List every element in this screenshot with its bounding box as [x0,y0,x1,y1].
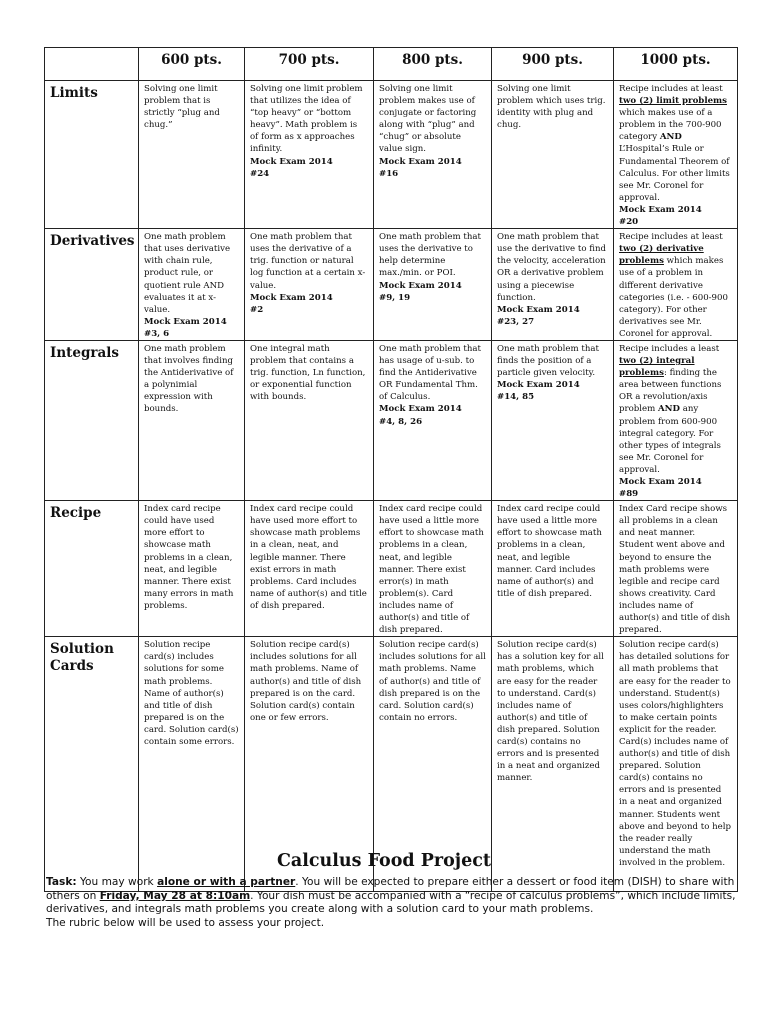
header-600: 600 pts. [139,48,245,81]
cell-text: Index card recipe could have used a little more effort to showcase math problems in a clean, neat, and legible manner. There exist error(s) in math problem(s). Card includes name of author(s) and title of dish prepared. [379,504,484,636]
rubric-row-derivatives [45,229,738,341]
exam-reference: Mock Exam 2014 #3, 6 [144,316,227,339]
rubric-cell [374,81,492,229]
header-blank [45,48,139,81]
rubric-cell [374,229,492,341]
rubric-cell [245,81,374,229]
cell-text: One math problem that uses the derivative of a trig. function or natural log function at a certain x-value. [250,232,366,291]
rubric-cell [614,81,738,229]
cell-text: One math problem that uses the derivative to help determine max./min. or POI. [379,232,481,279]
exam-reference: Mock Exam 2014 #9, 19 [379,280,462,303]
header-1000: 1000 pts. [614,48,738,81]
cell-text: any problem from 600-900 integral category. For other types of integrals see Mr. Coronel for approval. [619,404,721,475]
cell-text: Recipe includes at least [619,84,723,94]
header-row [45,48,738,81]
exam-reference: Mock Exam 2014 #4, 8, 26 [379,404,462,427]
cell-text: Solving one limit problem that is strictly “plug and chug.” [144,84,220,131]
exam-reference: Mock Exam 2014 #24 [250,156,333,179]
task-emphasis-partner: alone or with a partner [157,876,296,888]
row-label-recipe: Recipe [45,501,139,637]
cell-text: Solution recipe card(s) has detailed solutions for all math problems that are easy for the reader to understand. Student(s) uses colors/highlighters to make certain points explicit for the reader. Card(s) includes name of author(s) and title of dish prepared. Solution card(s) contains no errors and is presented in a neat and organized manner. Students went above and beyond to help the reader really understand the math involved in the problem. [619,640,731,868]
cell-text: Index card recipe could have used more effort to showcase math problems in a clean, neat, and legible manner. There exist errors in math problems. Card includes name of author(s) and title of dish prepared. [250,504,367,611]
rubric-row-integrals [45,340,738,500]
rubric-table [44,47,738,892]
task-emphasis-date: Friday, May 28 at 8:10am [99,889,251,902]
exam-reference: Mock Exam 2014 #89 [619,477,702,500]
task-text-3: . Your dish must be accompanied with a “recipe of calculus problems”, which include limits, derivatives, and integrals math problems you create along with a solution card to your math problems. [46,889,736,916]
rubric-cell [139,501,245,637]
rubric-cell [492,501,614,637]
cell-text: One math problem that has usage of u-sub. to find the Antiderivative OR Fundamental Thm. of Calculus. [379,343,481,403]
rubric-cell [245,229,374,341]
rubric-cell [139,340,245,500]
cell-text: Solving one limit problem makes use of conjugate or factoring along with “plug” and “chug” or absolute value sign. [379,84,477,155]
cell-emphasis: two (2) derivative problems [619,244,704,267]
cell-emphasis: two (2) integral problems [619,356,695,379]
cell-text: Index card recipe could have used a little more effort to showcase math problems in a clean, neat, and legible manner. Card includes name of author(s) and title of dish prepared. [497,504,602,599]
task-text-1: You may work [76,876,158,888]
rubric-cell [245,501,374,637]
cell-emphasis: two (2) limit problems [619,96,727,107]
rubric-cell [614,340,738,500]
cell-text: Recipe includes at least [619,232,723,243]
rubric-cell [374,501,492,637]
cell-text: Solution recipe card(s) includes solutions for some math problems. Name of author(s) and title of dish prepared is on the card. Solution card(s) contain some errors. [144,640,239,747]
row-label-integrals: Integrals [45,340,139,500]
cell-and: AND [658,404,680,415]
header-900: 900 pts. [492,48,614,81]
cell-text: One math problem that finds the position of a particle given velocity. [497,343,599,379]
task-description [46,876,738,931]
cell-text: Index Card recipe shows all problems in a clean and neat manner. Student went above and beyond to ensure the math problems were legible and recipe card shows creativity. Card includes name of author(s) and title of dish prepared. [619,504,731,636]
rubric-cell [492,340,614,500]
row-label-solution-cards: Solution Cards [45,637,139,892]
task-text-2: . You will be expected to prepare either a dessert or food item (DISH) to share with others on [46,876,735,902]
cell-text: Solution recipe card(s) includes solutions for all math problems. Name of author(s) and title of dish prepared is on the card. Solution card(s) contain no errors. [379,640,486,723]
rubric-note: The rubric below will be used to assess your project. [46,917,325,930]
cell-text: One integral math problem that contains a trig. function, Ln function, or exponential function with bounds. [250,343,366,403]
project-title: Calculus Food Project [276,851,491,871]
cell-text: which makes use of a problem in different derivative categories (i.e. - 600-900 category). For other derivatives see Mr. Coronel for approval. [619,256,728,339]
exam-reference: Mock Exam 2014 #2 [250,292,333,315]
cell-text: Solution recipe card(s) has a solution key for all math problems, which are easy for the reader to understand. Card(s) includes name of author(s) and title of dish prepared. Solution card(s) contains no errors and is presented in a neat and organized manner. [497,640,604,784]
task-label: Task: [46,876,77,888]
rubric-cell [245,340,374,500]
cell-text: which makes use of a problem in the 700-900 category [619,108,722,143]
rubric-cell [139,229,245,341]
rubric-row-recipe [45,501,738,637]
rubric-cell [374,340,492,500]
rubric-cell [139,81,245,229]
row-label-limits: Limits [45,81,139,229]
rubric-cell [492,81,614,229]
cell-text: Solving one limit problem that utilizes the idea of “top heavy” or “bottom heavy”. Math problem is of form as x approaches infinity. [250,84,363,155]
exam-reference: Mock Exam 2014 #20 [619,204,702,228]
exam-reference: Mock Exam 2014 #14, 85 [497,380,580,403]
cell-text: Recipe includes a least [619,343,720,354]
header-700: 700 pts. [245,48,374,81]
cell-and: AND [659,132,682,143]
exam-reference: Mock Exam 2014 #23, 27 [497,304,580,327]
cell-text: One math problem that uses derivative with chain rule, product rule, or quotient rule AND evaluates it at x-value. [144,232,231,315]
cell-text: One math problem that involves finding the Antiderivative of a polynimial expression with bounds. [144,343,234,415]
rubric-body [45,81,738,892]
cell-text: Index card recipe could have used more effort to showcase math problems in a clean, neat, and legible manner. There exist many errors in math problems. [144,504,234,611]
cell-text: : finding the area between functions OR a revolution/axis problem [619,368,722,415]
header-800: 800 pts. [374,48,492,81]
cell-text: One math problem that use the derivative to find the velocity, acceleration OR a derivative problem using a piecewise function. [497,232,606,303]
rubric-cell [614,501,738,637]
cell-text: Solving one limit problem which uses trig. identity with plug and chug. [497,84,606,131]
exam-reference: Mock Exam 2014 #16 [379,156,462,179]
rubric-cell [614,229,738,341]
row-label-derivatives: Derivatives [45,229,139,341]
rubric-row-limits [45,81,738,229]
cell-text: L’Hospital’s Rule or Fundamental Theorem of Calculus. For other limits see Mr. Coronel for approval. [619,144,730,203]
rubric-cell [492,229,614,341]
cell-text: Solution recipe card(s) includes solutions for all math problems. Name of author(s) and title of dish prepared is on the card. Solution card(s) contain one or few errors. [250,640,362,723]
